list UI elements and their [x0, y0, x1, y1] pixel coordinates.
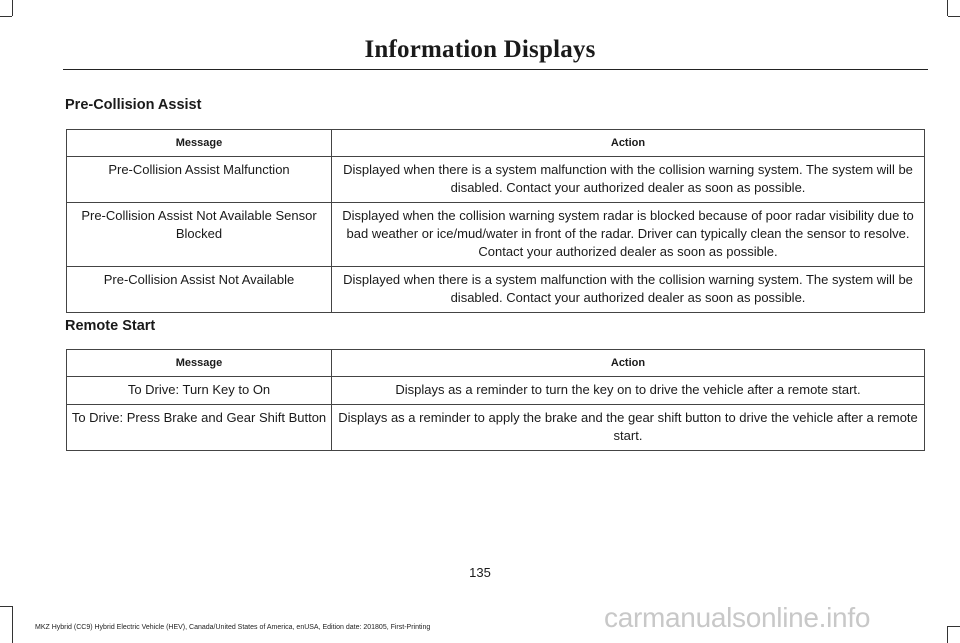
- table-row: [67, 267, 925, 313]
- pre-collision-assist-table: [66, 129, 925, 313]
- crop-mark: [0, 606, 12, 607]
- section-title-remote-start: Remote Start: [65, 318, 156, 334]
- table-row: [67, 203, 925, 267]
- table-row: [67, 405, 925, 451]
- crop-mark: [947, 626, 948, 643]
- column-header-action: Action: [332, 130, 925, 157]
- column-header-message: Message: [67, 350, 332, 377]
- watermark: carmanualsonline.info: [604, 602, 871, 633]
- table-row: [67, 157, 925, 203]
- table-header-row: [67, 350, 925, 377]
- page-number: 135: [469, 565, 491, 580]
- remote-start-table: [66, 349, 925, 451]
- crop-mark: [12, 0, 13, 16]
- crop-mark: [948, 16, 960, 17]
- action-cell: Displayed when there is a system malfunction with the collision warning system. The system will be disabled. Contact your authorized dealer as soon as possible.: [332, 267, 925, 313]
- action-cell: Displayed when the collision warning system radar is blocked because of poor radar visibility due to bad weather or ice/mud/water in front of the radar. Driver can typically clean the sensor to resolve. Contact your authorized dealer as soon as possible.: [332, 203, 925, 267]
- action-cell: Displayed when there is a system malfunction with the collision warning system. The system will be disabled. Contact your authorized dealer as soon as possible.: [332, 157, 925, 203]
- crop-mark: [0, 16, 12, 17]
- message-cell: Pre-Collision Assist Not Available: [67, 267, 332, 313]
- footer-edition-info: MKZ Hybrid (CC9) Hybrid Electric Vehicle (HEV), Canada/United States of America, enUSA, Edition date: 201805, First-Printing: [35, 624, 431, 631]
- column-header-message: Message: [67, 130, 332, 157]
- message-cell: Pre-Collision Assist Malfunction: [67, 157, 332, 203]
- message-cell: Pre-Collision Assist Not Available Sensor Blocked: [67, 203, 332, 267]
- column-header-action: Action: [332, 350, 925, 377]
- header-divider: [63, 69, 928, 70]
- page-title: Information Displays: [364, 36, 596, 63]
- message-cell: To Drive: Turn Key to On: [67, 377, 332, 405]
- action-cell: Displays as a reminder to apply the brake and the gear shift button to drive the vehicle after a remote start.: [332, 405, 925, 451]
- action-cell: Displays as a reminder to turn the key on to drive the vehicle after a remote start.: [332, 377, 925, 405]
- table-row: [67, 377, 925, 405]
- crop-mark: [12, 606, 13, 643]
- table-header-row: [67, 130, 925, 157]
- message-cell: To Drive: Press Brake and Gear Shift Button: [67, 405, 332, 451]
- section-title-pre-collision-assist: Pre-Collision Assist: [65, 97, 202, 113]
- crop-mark: [948, 626, 960, 627]
- crop-mark: [947, 0, 948, 16]
